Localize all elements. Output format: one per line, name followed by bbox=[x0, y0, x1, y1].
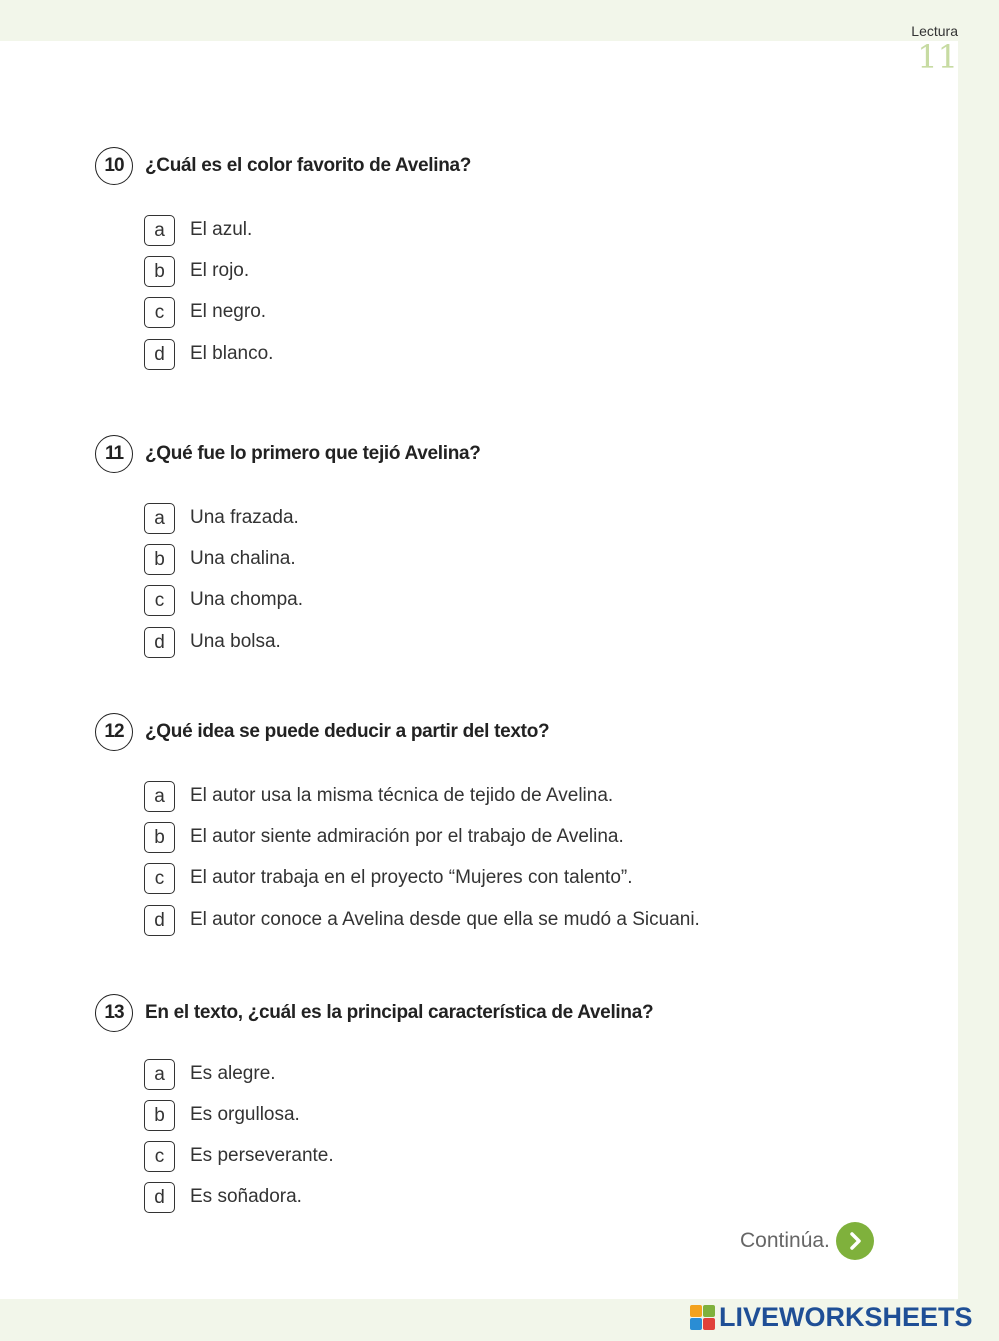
option-text: Es soñadora. bbox=[190, 1186, 302, 1207]
option-letter-box[interactable]: b bbox=[144, 822, 175, 853]
question-text: ¿Cuál es el color favorito de Avelina? bbox=[145, 155, 472, 176]
brand-name: LIVEWORKSHEETS bbox=[719, 1301, 973, 1332]
option-letter-box[interactable]: b bbox=[144, 1100, 175, 1131]
option-letter-box[interactable]: c bbox=[144, 585, 175, 616]
option-text: El blanco. bbox=[190, 343, 274, 364]
option-d[interactable] bbox=[144, 905, 844, 937]
option-text: Una bolsa. bbox=[190, 631, 281, 652]
option-a[interactable] bbox=[144, 1059, 844, 1091]
option-c[interactable] bbox=[144, 297, 844, 329]
question-text: ¿Qué idea se puede deducir a partir del texto? bbox=[145, 721, 550, 742]
option-letter-box[interactable]: d bbox=[144, 627, 175, 658]
option-text: El autor trabaja en el proyecto “Mujeres con talento”. bbox=[190, 867, 633, 888]
chevron-right-icon[interactable] bbox=[836, 1222, 874, 1260]
option-letter-box[interactable]: a bbox=[144, 1059, 175, 1090]
option-text: El negro. bbox=[190, 301, 267, 322]
option-text: Una frazada. bbox=[190, 507, 299, 528]
top-band bbox=[0, 0, 999, 41]
option-letter-box[interactable]: c bbox=[144, 863, 175, 894]
option-d[interactable] bbox=[144, 627, 844, 659]
option-a[interactable] bbox=[144, 503, 844, 535]
option-letter-box[interactable]: a bbox=[144, 215, 175, 246]
question-number: 11 bbox=[95, 435, 133, 473]
option-letter-box[interactable]: b bbox=[144, 544, 175, 575]
question-text: En el texto, ¿cuál es la principal característica de Avelina? bbox=[145, 1002, 654, 1023]
option-letter-box[interactable]: c bbox=[144, 297, 175, 328]
option-letter-box[interactable]: a bbox=[144, 503, 175, 534]
question-number: 12 bbox=[95, 713, 133, 751]
option-b[interactable] bbox=[144, 1100, 844, 1132]
section-number: 11 bbox=[917, 38, 958, 76]
option-c[interactable] bbox=[144, 585, 844, 617]
option-d[interactable] bbox=[144, 339, 844, 371]
option-b[interactable] bbox=[144, 256, 844, 288]
option-text: Una chompa. bbox=[190, 589, 304, 610]
option-text: Es alegre. bbox=[190, 1063, 276, 1084]
question-10 bbox=[95, 147, 915, 365]
option-letter-box[interactable]: b bbox=[144, 256, 175, 287]
option-text: El autor siente admiración por el trabajo de Avelina. bbox=[190, 826, 624, 847]
question-11 bbox=[95, 435, 915, 653]
option-letter-box[interactable]: c bbox=[144, 1141, 175, 1172]
option-c[interactable] bbox=[144, 1141, 844, 1173]
question-number: 10 bbox=[95, 147, 133, 185]
option-letter-box[interactable]: d bbox=[144, 905, 175, 936]
option-letter-box[interactable]: d bbox=[144, 339, 175, 370]
option-a[interactable] bbox=[144, 215, 844, 247]
option-c[interactable] bbox=[144, 863, 844, 895]
continue-link[interactable] bbox=[740, 1222, 874, 1260]
option-text: El autor conoce a Avelina desde que ella se mudó a Sicuani. bbox=[190, 909, 700, 930]
question-number: 13 bbox=[95, 994, 133, 1032]
option-a[interactable] bbox=[144, 781, 844, 813]
option-text: El azul. bbox=[190, 219, 253, 240]
liveworksheets-brand bbox=[690, 1302, 973, 1332]
right-band bbox=[958, 0, 999, 1341]
liveworksheets-logo-icon bbox=[690, 1305, 715, 1330]
option-text: Es orgullosa. bbox=[190, 1104, 300, 1125]
section-label: Lectura bbox=[911, 23, 958, 39]
option-b[interactable] bbox=[144, 822, 844, 854]
option-text: El autor usa la misma técnica de tejido de Avelina. bbox=[190, 785, 614, 806]
question-text: ¿Qué fue lo primero que tejió Avelina? bbox=[145, 443, 481, 464]
option-text: Una chalina. bbox=[190, 548, 296, 569]
option-text: Es perseverante. bbox=[190, 1145, 334, 1166]
option-letter-box[interactable]: a bbox=[144, 781, 175, 812]
option-text: El rojo. bbox=[190, 260, 250, 281]
option-letter-box[interactable]: d bbox=[144, 1182, 175, 1213]
question-12 bbox=[95, 713, 915, 931]
option-b[interactable] bbox=[144, 544, 844, 576]
question-13 bbox=[95, 994, 915, 1208]
option-d[interactable] bbox=[144, 1182, 844, 1214]
continue-label: Continúa. bbox=[740, 1229, 830, 1252]
